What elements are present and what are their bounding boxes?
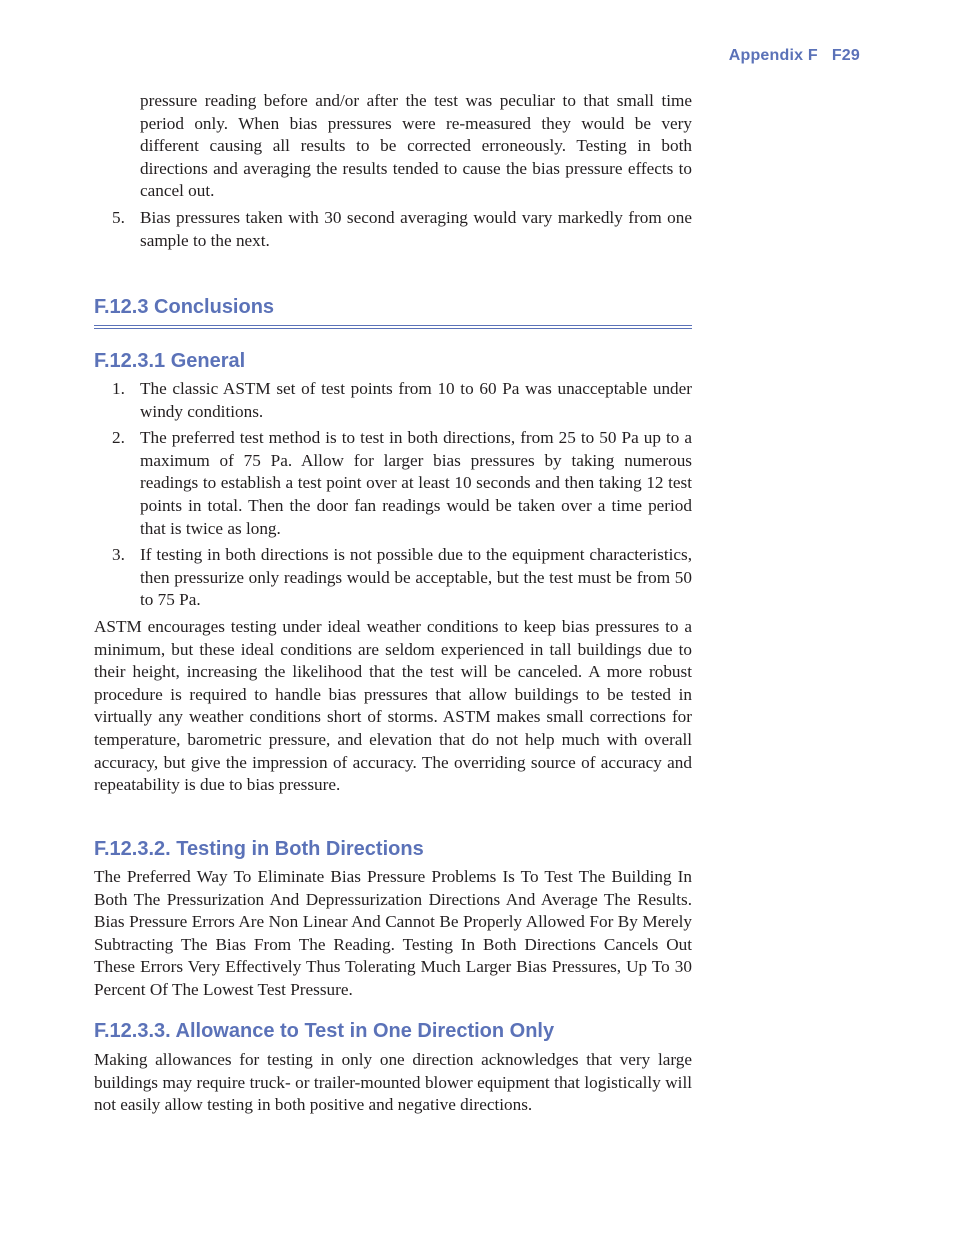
list-item [94, 544, 692, 612]
running-header-section: Appendix F [728, 47, 818, 64]
list-number: 2. [112, 428, 125, 448]
subsection-heading-one-direction: F.12.3.3. Allowance to Test in One Direction Only [94, 1020, 555, 1042]
intro-list [94, 207, 692, 252]
list-number: 3. [112, 545, 125, 565]
running-header [715, 47, 860, 65]
list-text: The classic ASTM set of test points from 10 to 60 Pa was unacceptable under windy conditions. [140, 379, 692, 421]
general-body [94, 378, 692, 797]
one-direction-section [94, 1020, 692, 1043]
section-heading-conclusions: F.12.3 Conclusions [94, 296, 275, 318]
list-number: 1. [112, 379, 125, 398]
section-rule [94, 325, 692, 329]
both-directions-paragraph: The Preferred Way To Eliminate Bias Pressure Problems Is To Test The Building In Both The Pressurization And Depressurization Directions And Average The Results. Bias Pressure Errors Are Non Linear And Cannot Be Properly Allowed For By Merely Subtracting The Bias From The Reading. Testing In Both Directions Cancels Out These Errors Very Effectively Thus Tolerating Much Larger Bias Pressures, Up To 30 Percent Of The Lowest Test Pressure. [94, 867, 692, 999]
list-text: Bias pressures taken with 30 second averaging would vary markedly from one sample to the next. [140, 207, 692, 250]
list-number: 5. [112, 207, 125, 227]
list-item [94, 378, 692, 423]
general-paragraph: ASTM encourages testing under ideal weather conditions to keep bias pressures to a minimum, but these ideal conditions are seldom experienced in tall buildings due to their height, increasing the likelihood that the test will be canceled. A more robust procedure is required to handle bias pressures that allow buildings to be tested in virtually any weather conditions short of storms. ASTM makes small corrections for temperature, barometric pressure, and elevation that do not help much with overall accuracy, but give the impression of accuracy. The overriding source of accuracy and repeatability is due to bias pressure. [94, 616, 692, 795]
one-direction-paragraph: Making allowances for testing in only one direction acknowledges that very large buildings may require truck- or trailer-mounted blower equipment that logistically will not easily allow testing in both positive and negative directions. [94, 1050, 692, 1115]
both-directions-body [94, 866, 692, 1002]
list-text: If testing in both directions is not possible due to the equipment characteristics, then pressurize only readings would be acceptable, but the test must be from 50 to 75 Pa. [140, 545, 692, 610]
subsection-heading-general: F.12.3.1 General [94, 350, 246, 372]
one-direction-body [94, 1049, 692, 1117]
list-item [94, 427, 692, 540]
both-directions-section [94, 838, 692, 861]
page-number: F29 [831, 47, 860, 64]
subsection-heading-both-directions: F.12.3.2. Testing in Both Directions [94, 838, 424, 860]
intro-block [94, 90, 692, 256]
conclusions-section [94, 296, 692, 329]
list-text: The preferred test method is to test in both directions, from 25 to 50 Pa up to a maximum of 75 Pa. Allow for larger bias pressures by taking numerous readings to establish a test point over at least 10 seconds and then taking 12 test points in total. Then the door fan readings would be taken over a time period that is twice as long. [140, 428, 692, 538]
continuation-paragraph: pressure reading before and/or after the test was peculiar to that small time period only. When bias pressures were re-measured they would be very different causing all results to be corrected erroneously. Testing in both directions and averaging the results tended to cause the bias pressure effects to cancel out. [140, 91, 692, 201]
general-section [94, 350, 692, 373]
general-list [94, 378, 692, 612]
list-item [94, 207, 692, 252]
